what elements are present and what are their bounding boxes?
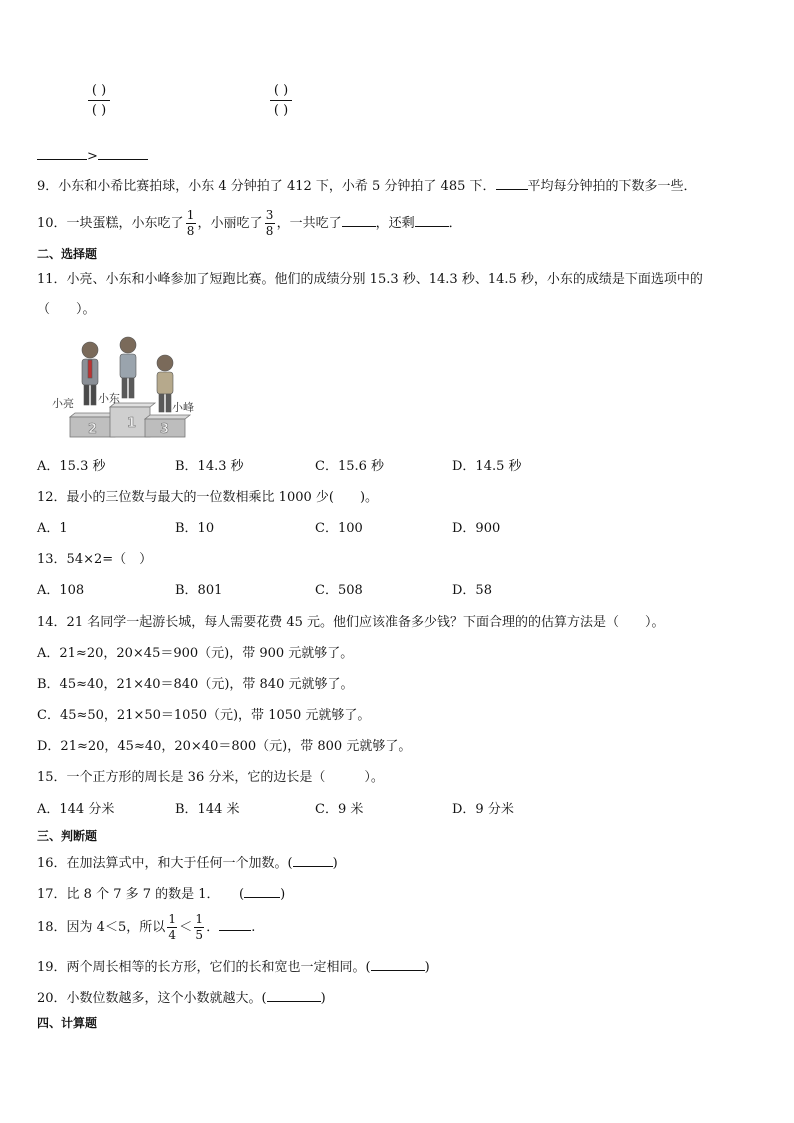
name-label-middle: 小东 [98,392,120,405]
question-text: ) [280,887,286,902]
question-text: ． [448,216,462,231]
option-b[interactable]: B．14.3 秒 [175,459,244,474]
answer-blank[interactable] [371,957,425,971]
option-b[interactable]: B．45≈40，21×40＝840（元)，带 840 元就够了。 [37,677,354,692]
podium-number-2: 2 [88,422,98,437]
question-19 [37,957,430,977]
option-c[interactable]: C．508 [315,583,363,598]
option-b[interactable]: B．801 [175,583,223,598]
question-20 [37,988,326,1008]
fraction-denominator: 4 [168,928,177,942]
question-text: 17．比 8 个 7 多 7 的数是 1． ( [37,887,245,902]
question-text: 19．两个周长相等的长方形，它们的长和宽也一定相同。( [37,960,371,975]
question-14: 14．21 名同学一起游长城，每人需要花费 45 元。他们应该准备多少钱？下面合理的的估算方法是（ ）。 [37,615,665,630]
fraction-numerator: ( ) [91,83,107,98]
question-text: 18．因为 4＜5，所以 [37,920,166,935]
fraction [186,209,196,238]
option-c[interactable]: C．100 [315,521,363,536]
fraction-numerator: 1 [195,912,204,926]
blank-fraction-right[interactable] [270,83,292,118]
question-text: 10．一块蛋糕，小东吃了 [37,216,184,231]
option-d[interactable]: D．900 [452,521,501,536]
fraction-numerator: 1 [186,208,195,222]
question-11: 11．小亮、小东和小峰参加了短跑比赛。他们的成绩分别 15.3 秒、14.3 秒、14.5 秒，小东的成绩是下面选项中的 [37,272,703,287]
fraction-denominator: 5 [195,928,204,942]
question-text: ，一共吃了 [276,216,342,231]
question-text: ，还剩 [375,216,415,231]
question-text: 16．在加法算式中，和大于任何一个加数。( [37,856,293,871]
fraction-denominator: ( ) [91,103,107,118]
option-c[interactable]: C．9 米 [315,802,364,817]
answer-blank[interactable] [496,176,528,190]
boy-figure-left [82,342,98,405]
fraction-bar [270,100,292,101]
question-12: 12．最小的三位数与最大的一位数相乘比 1000 少( )。 [37,490,379,505]
option-b[interactable]: B．10 [175,521,215,536]
name-label-left: 小亮 [52,397,74,410]
option-c[interactable]: C．15.6 秒 [315,459,385,474]
answer-blank[interactable] [219,917,251,931]
question-text: ) [332,856,338,871]
option-a[interactable]: A．108 [37,583,85,598]
answer-blank[interactable] [267,988,321,1002]
answer-blank[interactable] [415,213,449,227]
question-13: 13．54×2=（ ） [37,552,153,567]
question-text: ． [206,920,220,935]
section-heading: 三、判断题 [37,829,98,843]
fraction [265,209,275,238]
compare-line [37,146,148,166]
fraction-denominator: ( ) [273,103,289,118]
fraction-denominator: 8 [265,224,274,238]
question-18: 18．因为 4＜5，所以 $\frac{1}{4}$ ＜ $\frac{1}{5}$ ． . [37,912,256,942]
question-text: ) [320,991,326,1006]
question-text-tail: 平均每分钟拍的下数多一些． [527,179,697,194]
question-text: 9．小东和小希比赛拍球，小东 4 分钟拍了 412 下，小希 5 分钟拍了 485 下． [37,179,496,194]
option-a[interactable]: A．21≈20，20×45＝900（元)，带 900 元就够了。 [37,646,354,661]
question-17 [37,884,285,904]
question-10 [37,206,462,242]
question-text: 20．小数位数越多，这个小数就越大。( [37,991,267,1006]
option-a[interactable]: A．1 [37,521,68,536]
question-text: ) [424,960,430,975]
less-than-symbol: ＜ [179,920,193,935]
name-label-right: 小峰 [172,401,194,414]
question-11-bracket: （ ）。 [37,302,96,317]
fraction-denominator: 8 [186,224,195,238]
fraction [194,913,204,942]
podium-number-1: 1 [127,416,137,431]
option-d[interactable]: D．9 分米 [452,802,514,817]
option-d[interactable]: D．14.5 秒 [452,459,522,474]
answer-blank[interactable] [342,213,376,227]
fraction-numerator: ( ) [273,83,289,98]
podium-number-3: 3 [160,422,170,437]
section-heading: 四、计算题 [37,1016,98,1030]
option-a[interactable]: A．144 分米 [37,802,115,817]
answer-blank[interactable] [244,884,280,898]
compare-symbol: > [87,149,98,164]
answer-blank[interactable] [293,853,333,867]
option-d[interactable]: D．58 [452,583,492,598]
question-15: 15．一个正方形的周长是 36 分米，它的边长是（ ）。 [37,770,384,785]
option-a[interactable]: A．15.3 秒 [37,459,106,474]
fraction-numerator: 3 [265,208,274,222]
podium-illustration [50,335,200,440]
question-9 [37,176,697,196]
question-text: ，小丽吃了 [197,216,263,231]
fraction-bar [88,100,110,101]
answer-blank[interactable] [98,146,148,160]
fraction-numerator: 1 [168,912,177,926]
option-c[interactable]: C．45≈50，21×50＝1050（元)，带 1050 元就够了。 [37,708,371,723]
option-b[interactable]: B．144 米 [175,802,240,817]
question-16 [37,853,338,873]
boy-figure-middle [120,337,136,398]
blank-fraction-left[interactable] [88,83,110,118]
option-d[interactable]: D．21≈20，45≈40，20×40＝800（元)，带 800 元就够了。 [37,739,412,754]
boy-figure-right [157,355,173,412]
fraction [167,913,177,942]
answer-blank[interactable] [37,146,87,160]
section-heading: 二、选择题 [37,247,98,261]
